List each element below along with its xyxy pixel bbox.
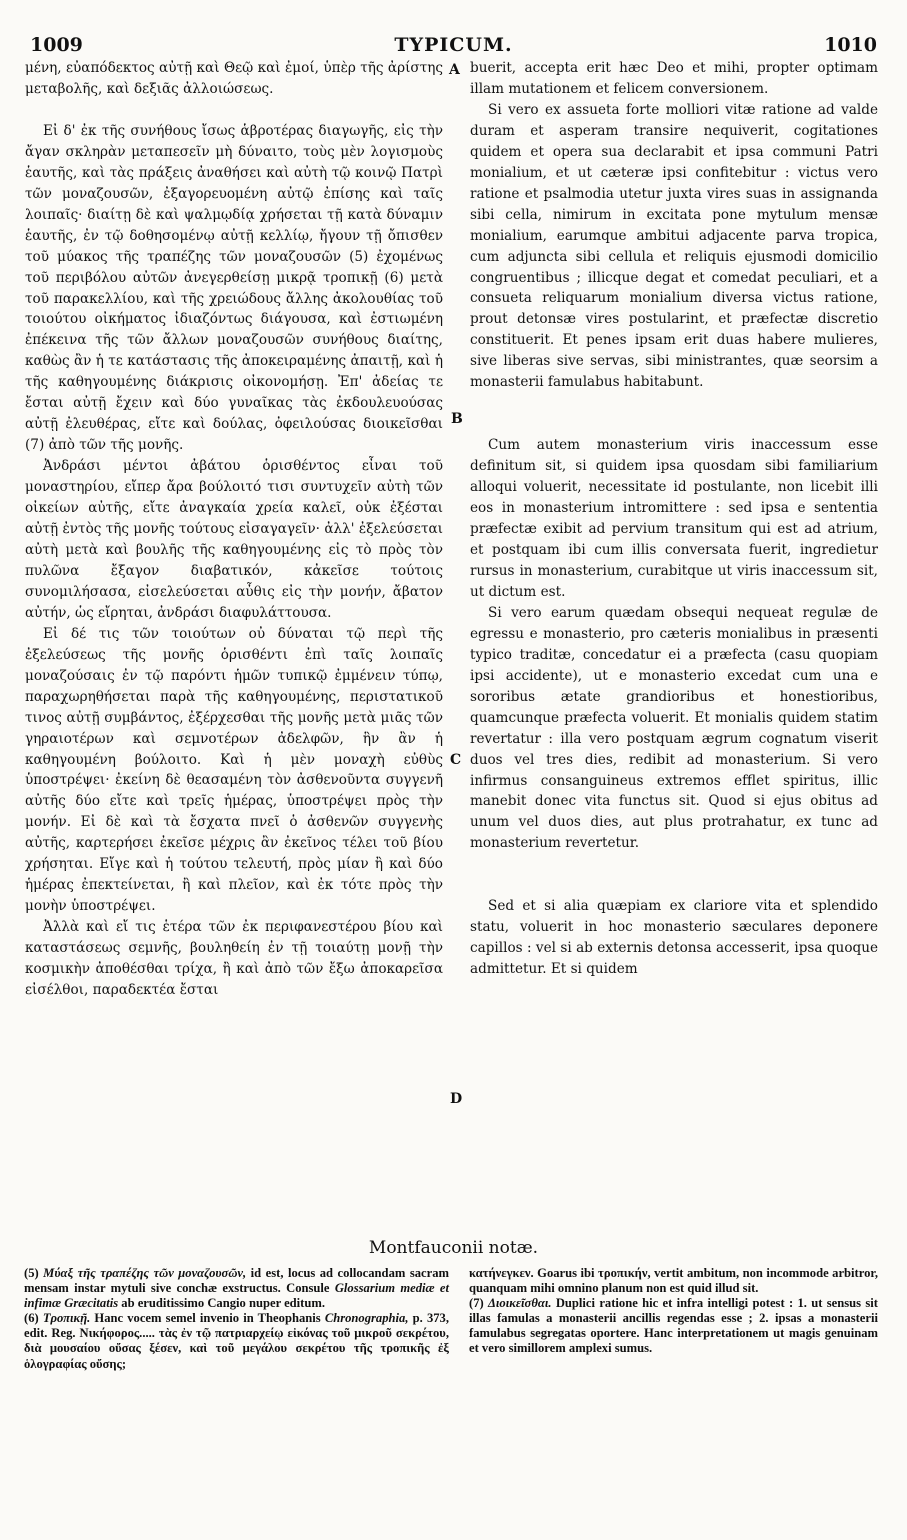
footnote-term: Διοικεῖσθαι.	[488, 1296, 552, 1311]
right-page-number: 1010	[824, 34, 877, 56]
cited-work: Chronographia,	[324, 1311, 409, 1326]
greek-paragraph: Ἀνδράσι μέντοι ἀβάτου ὁρισθέντος εἶναι τοῦ μοναστηρίου, εἴπερ ἄρα βούλοιτό τισι συντυχεῖν αὐτὴ τῶν οἰκείων αὐτῆς, εἴτε ἀναγκαία χρεία καλεῖ, οὐκ ἐξέσται αὐτῇ ἐντὸς τῆς μονῆς τούτους εἰσαγαγεῖν· ἀλλ' ἐξελεύσεται αὐτὴ μετὰ καὶ βουλῆς τῆς καθηγουμένης εἰς τὸ πρὸς τὸν πυλῶνα ἔξαγον διαβατικόν, κἀκεῖσε τούτοις συνομιλήσασα, εἰσελεύσεται αὖθις εἰς τὴν μονήν, ἄβατον αὐτήν, ὡς εἴρηται, ἀνδράσι διαφυλάττουσα.	[25, 458, 443, 621]
latin-paragraph: Si vero ex assueta forte molliori vitæ ratione ad valde duram et asperam transire nequiverit, cogitationes quidem et opera sua declarabit et ipsa communi Patri monialium, et ut cæteræ ipsi confitebitur : victus vero ratione et psalmodia utetur juxta vires suas in assignanda sibi cella, nimirum in excitata pone mytulum mensæ monialium, earumque ambitui adjacente parva tropica, cum adjuncta sibi cellula et reliquis ejusmodi domicilio congruentibus ; illicque degat et comedat peculiari, et a consueta reliquarum monialium diversa victus ratione, prout detonsæ vires postularint, et præfectæ discretio constituerit. Et penes ipsam erit duas habere mulieres, sive liberas sive servas, sibi ministrantes, quæ seorsim a monasterii famulabus habitabunt.	[470, 101, 878, 391]
footnote-text: Duplici ratione hic et infra intelligi potest : 1. ut sensus sit illas famulas a monasterii ancillis regendas esse ; 2. ipsas a monasterii famulabus segregatas oportere. Hanc interpretationem ut magis genuinam et vero simillorem amplexi sumus.	[469, 1296, 878, 1356]
latin-paragraph: Si vero earum quædam obsequi nequeat regulæ de egressu e monasterio, pro cæteris monialibus in præsenti typico traditæ, concedatur ei a præfecta (casu quopiam ipsi accidente), ut e monasterio excedat cum una e sororibus ætate grandioribus et honestioribus, quamcunque præfecta voluerit. Et monialis quidem statim revertatur : illa vero postquam ægrum cognatum viserit duos vel tres dies, redibit ad monasterium. Si vero infirmus consanguineus extremos efflet spiritus, illic manebit donec vita functus sit. Quod si ejus obitus ad unum vel duos dies, aut plus protrahatur, ex tunc ad monasterium revertetur.	[470, 604, 878, 852]
greek-paragraph: Ἀλλὰ καὶ εἴ τις ἑτέρα τῶν ἐκ περιφανεστέρου βίου καὶ καταστάσεως σεμνῆς, βουληθείη ἐν τῇ τοιαύτῃ μονῇ τὴν κοσμικὴν ἀποθέσθαι τρίχα, ἢ καὶ ἀπὸ τῶν ἔξω ἀποκαρεῖσα εἰσέλθοι, παραδεκτέα ἔσται	[25, 919, 443, 998]
greek-paragraph: Εἰ δέ τις τῶν τοιούτων οὐ δύναται τῷ περὶ τῆς ἐξελεύσεως τῆς μονῆς ὁρισθέντι ἐπὶ ταῖς λοιπαῖς μοναζούσαις ἐν τῷ παρόντι ἡμῶν τυπικῷ ἐμμένειν τύπῳ, παραχωρηθήσεται παρὰ τῆς καθηγουμένης, περιστατικοῦ τινος αὐτῇ συμβάντος, ἐξέρχεσθαι τῆς μονῆς μετὰ μιᾶς τῶν γηραιοτέρων καὶ σεμνοτέρων ἀδελφῶν, ἣν ἂν ἡ καθηγουμένη βούλοιτο. Καὶ ἡ μὲν μοναχὴ εὐθὺς ὑποστρέψει· ἐκείνη δὲ θεασαμένη τὸν ἀσθενοῦντα συγγενῆ αὐτῆς δύο εἴτε καὶ τρεῖς ἡμέρας, ὑποστρέψει πρὸς τὴν μονήν. Εἰ δὲ καὶ τὰ ἔσχατα πνεῖ ὁ ἀσθενῶν συγγενὴς αὐτῆς, καρτερήσει ἐκεῖσε μέχρις ἂν ἐκεῖνος τέλει τοῦ βίου χρήσηται. Εἴγε καὶ ἡ τούτου τελευτή, πρὸς μίαν ἢ καὶ δύο ἡμέρας ἐπεκτείνεται, ἢ καὶ πλεῖον, καὶ ἐκ τότε πρὸς τὴν μονὴν ὑποστρέψει.	[25, 625, 443, 915]
latin-paragraph: Cum autem monasterium viris inaccessum esse definitum sit, si quidem ipsa quosdam sibi familiarium alloqui voluerit, necessitate id postulante, non licebit illi eos in monasterium intromittere : sed ipsa e sententia præfectæ exibit ad pervium transitum qui est ad atrium, et postquam ibi cum illis conversata fuerit, ingredietur rursus in monasterium, curabitque ut viris inaccessum sit, ut dictum est.	[470, 437, 878, 600]
footnote-text: ab eruditissimo Cangio nuper editum.	[121, 1296, 326, 1311]
footnote-label: (5)	[24, 1266, 39, 1280]
notes-heading: Montfauconii notæ.	[368, 1238, 539, 1258]
greek-paragraph: μένη, εὐαπόδεκτος αὐτῇ καὶ Θεῷ καὶ ἐμοί, ὑπὲρ τῆς ἀρίστης μεταβολῆς, καὶ δεξιᾶς ἀλλοιώσεως.	[25, 60, 443, 97]
greek-text-column	[25, 58, 443, 1001]
latin-text-column	[470, 58, 878, 980]
footnotes-left-column	[24, 1266, 449, 1372]
running-title: TYPICUM.	[394, 34, 513, 56]
section-marker-b: B	[451, 411, 463, 427]
footnote-term: Τροπικῇ.	[42, 1311, 91, 1326]
latin-paragraph: Sed et si alia quæpiam ex clariore vita et splendido statu, voluerit in hoc monasterio sæculares deponere capillos : vel si ab externis detonsa accesserit, ipsa quoque admittetur. Et si quidem	[470, 898, 878, 978]
footnote-5	[24, 1266, 449, 1311]
footnotes-right-column	[469, 1266, 878, 1357]
footnote-text: id est, locus ad collocandam sacram mensam instar mytuli sive conchæ exstructus. Consule	[24, 1266, 449, 1296]
footnote-7	[469, 1296, 878, 1356]
footnote-label: (7)	[469, 1296, 484, 1311]
greek-paragraph: Εἰ δ' ἐκ τῆς συνήθους ἴσως ἁβροτέρας διαγωγῆς, εἰς τὴν ἄγαν σκληρὰν μεταπεσεῖν μὴ δύναιτο, τοὺς μὲν λογισμοὺς ἑαυτῆς, καὶ τὰς πράξεις ἀναθήσει καὶ αὐτὴ τῷ κοινῷ Πατρὶ τῶν μοναζουσῶν, ἐξαγορευομένη αὐτῷ ἐπίσης καὶ ταῖς λοιπαῖς· διαίτῃ δὲ καὶ ψαλμῳδίᾳ χρήσεται τῇ κατὰ δύναμιν ἑαυτῆς, ἐν τῷ δοθησομένῳ αὐτῇ κελλίῳ, ἤγουν τῇ ὄπισθεν τοῦ μύακος τῆς τραπέζης τῶν μοναζουσῶν (5) ἐχομένως τοῦ περιβόλου αὐτῶν ἀνεγερθείσῃ μικρᾷ τροπικῇ (6) μετὰ τοῦ παρακελλίου, καὶ τῆς χρειώδους ἄλλης ἀκολουθίας τοῦ τοιούτου οἰκήματος ἰδιαζόντως διάγουσα, καὶ ἐστιωμένη ἐπέκεινα τῆς τῶν ἄλλων μοναζουσῶν συνήθους διαίτης, καθὼς ἂν ἡ τε κατάστασις τῆς ἀποκειραμένης ἀπαιτῇ, καὶ ἡ τῆς καθηγουμένης διάκρισις οἰκονομήσῃ. Ἐπ' ἀδείας τε ἔσται αὐτῇ ἔχειν καὶ δύο γυναῖκας τὰς ἐκδουλευούσας αὐτῇ ἐλευθέρας, εἴτε καὶ δούλας, ὀφειλούσας διοικεῖσθαι (7) ἀπὸ τῶν τῆς μονῆς.	[25, 122, 443, 454]
section-marker-a: A	[449, 62, 460, 78]
footnote-text: Hanc vocem semel invenio in Theophanis	[94, 1311, 321, 1326]
section-marker-d: D	[450, 1091, 463, 1107]
left-page-number: 1009	[30, 34, 83, 56]
section-marker-c: C	[450, 752, 462, 768]
footnote-6-continued: κατήνεγκεν. Goarus ibi τροπικήν, vertit ambitum, non incommode arbitror, quanquam mihi omnino planum non est quid illud sit.	[469, 1266, 878, 1296]
cited-work: Glossarium mediæ et infimæ Græcitatis	[24, 1281, 449, 1311]
footnote-label: (6)	[24, 1311, 39, 1326]
footnote-text: p. 373, edit. Reg. Νικήφορος..... τὰς ἐν τῷ πατριαρχείῳ εἰκόνας τοῦ μικροῦ σεκρέτου, διὰ μουσαίου οὔσας ξέσεν, καὶ τοῦ μεγάλου σεκρέτου τῆς τροπικῆς ἐξ ὁλογραφίας οὔσης;	[24, 1311, 449, 1371]
latin-paragraph: buerit, accepta erit hæc Deo et mihi, propter optimam illam mutationem et felicem conversionem.	[470, 60, 878, 97]
footnote-6	[24, 1311, 449, 1371]
footnote-term: Μύαξ τῆς τραπέζης τῶν μοναζουσῶν,	[43, 1266, 247, 1280]
